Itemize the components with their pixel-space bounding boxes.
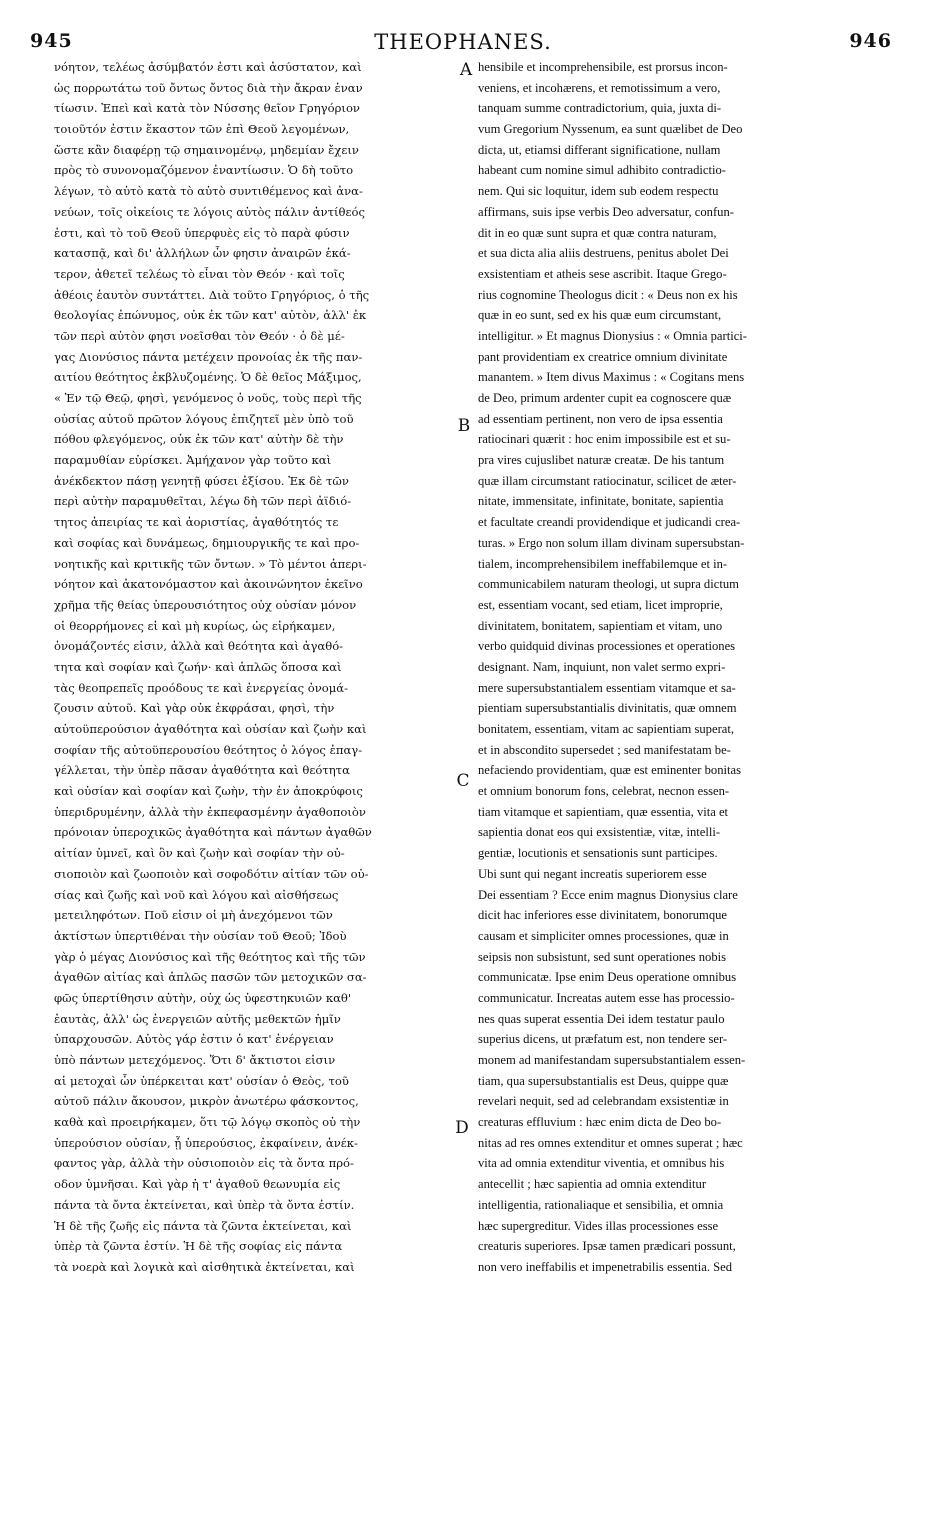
text-line: nefaciendo providentiam, quæ est eminenter bonitas bbox=[478, 763, 741, 778]
text-line: pientiam supersubstantialis divinitatis, quæ omnem bbox=[478, 701, 737, 716]
text-line: dicta, ut, etiamsi differant significatione, nullam bbox=[478, 142, 721, 157]
text-line: αἰτίαν ὑμνεῖ, καὶ ὂν καὶ ζωὴν καὶ σοφίαν τὴν οὐ- bbox=[54, 846, 345, 861]
text-line: tiam vitamque et sapientiam, quæ essentia, vita et bbox=[478, 804, 729, 819]
latin-text-column bbox=[478, 60, 878, 1281]
section-marker-a: A bbox=[459, 60, 473, 80]
text-line: revelari nequit, sed ad celebrandam exsistentiæ in bbox=[478, 1094, 729, 1109]
text-line: dicit hac inferiores esse divinitatem, bonorumque bbox=[478, 908, 728, 923]
text-line: οὐσίας αὐτοῦ πρῶτον λόγους ἐπιζητεῖ μὲν ὑπὸ τοῦ bbox=[54, 411, 354, 426]
text-line: καθὰ καὶ προειρήκαμεν, ὅτι τῷ λόγῳ σκοπὸς οὐ τὴν bbox=[54, 1115, 361, 1130]
text-line: causam et simpliciter omnes processiones, quæ in bbox=[478, 928, 729, 943]
text-line: καὶ σοφίας καὶ δυνάμεως, δημιουργικῆς τε καὶ προ- bbox=[54, 535, 360, 550]
text-line: pant providentiam ex creatrice omnium divinitate bbox=[478, 349, 728, 364]
text-line: ὥστε κἂν διαφέρῃ τῷ σημαινομένῳ, μηδεμίαν ἔχειν bbox=[54, 142, 359, 157]
greek-text-column bbox=[54, 60, 454, 1281]
text-line: νόητον, τελέως ἀσύμβατόν ἐστι καὶ ἀσύστατον, καὶ bbox=[54, 60, 362, 74]
text-line: ἀκτίστων ὑπερτιθέναι τὴν οὐσίαν τοῦ Θεοῦ; Ἰδοὺ bbox=[54, 928, 347, 943]
text-line: αἱ μετοχαὶ ὧν ὑπέρκειται κατ' οὐσίαν ὁ Θεὸς, τοῦ bbox=[54, 1073, 349, 1088]
text-line: οδον ὑμνῆσαι. Καὶ γὰρ ἡ τ' ἀγαθοῦ θεωνυμία εἰς bbox=[54, 1177, 341, 1192]
text-line: ὡς πορρωτάτω τοῦ ὄντως ὄντος διὰ τὴν ἄκραν ἐναν bbox=[54, 80, 363, 95]
text-line: communicabilem naturam theologi, ut supra dictum bbox=[478, 577, 739, 592]
text-line: manantem. » Item divus Maximus : « Cogitans mens bbox=[478, 370, 745, 385]
text-line: seipsis non subsistunt, sed sunt operationes nobis bbox=[478, 949, 727, 964]
text-line: nem. Qui sic loquitur, idem sub eodem respectu bbox=[478, 184, 719, 199]
text-line: ad essentiam pertinent, non vero de ipsa essentia bbox=[478, 411, 723, 426]
text-line: τητα καὶ σοφίαν καὶ ζωήν· καὶ ἁπλῶς ὅποσα καὶ bbox=[54, 659, 342, 674]
text-line: tiam, qua supersubstantialis est Deus, quippe quæ bbox=[478, 1073, 729, 1088]
text-line: bonitatem, essentiam, vitam ac sapientiam superat, bbox=[478, 722, 734, 736]
text-line: turas. » Ergo non solum illam divinam supersubstan- bbox=[478, 535, 745, 550]
text-line: τὰ νοερὰ καὶ λογικὰ καὶ αἰσθητικὰ ἐκτείνεται, καὶ bbox=[54, 1259, 355, 1274]
text-line: φαντος γὰρ, ἀλλὰ τὴν οὐσιοποιὸν εἰς τὰ ὄντα πρό- bbox=[54, 1156, 354, 1171]
text-line: ὑπὸ πάντων μετεχόμενος. Ὅτι δ' ἄκτιστοι εἰσιν bbox=[54, 1053, 336, 1067]
text-line: antecellit ; hæc sapientia ad omnia extenditur bbox=[478, 1177, 707, 1192]
text-line: de Deo, primum ardenter cupit ea cognoscere quæ bbox=[478, 391, 732, 405]
text-line: communicatæ. Ipse enim Deus operatione omnibus bbox=[478, 970, 737, 985]
text-line: ἀθέοις ἑαυτὸν συντάττει. Διὰ τοῦτο Γρηγόριος, ὁ τῆς bbox=[54, 287, 370, 302]
page-header bbox=[0, 30, 926, 58]
text-line: designant. Nam, inquiunt, non valet sermo expri- bbox=[478, 659, 726, 674]
text-line: νόητον καὶ ἀκατονόμαστον καὶ ἀκοινώνητον ἐκεῖνο bbox=[54, 577, 363, 592]
text-line: sapientia donat eos qui exsistentiæ, vitæ, intelli- bbox=[478, 825, 721, 840]
text-line: τερον, ἀθετεῖ τελέως τὸ εἶναι τὸν Θεόν · καὶ τοῖς bbox=[54, 266, 345, 281]
text-line: superius dicens, ut præfatum est, non tendere ser- bbox=[478, 1032, 728, 1047]
text-line: γέλλεται, τὴν ὑπὲρ πᾶσαν ἀγαθότητα καὶ θεότητα bbox=[54, 763, 350, 778]
text-line: τῶν περὶ αὐτὸν φησι νοεῖσθαι τὸν Θεόν · ὁ δὲ μέ- bbox=[54, 328, 345, 343]
text-line: non vero ineffabilis et impenetrabilis essentia. Sed bbox=[478, 1259, 733, 1274]
text-line: dit in eo quæ sunt supra et quæ contra naturam, bbox=[478, 225, 717, 240]
text-line: νοητικῆς καὶ κριτικῆς τῶν ὄντων. » Τὸ μέντοι ἀπερι- bbox=[54, 556, 367, 571]
text-line: creaturis superiores. Ipsæ tamen prædicari possunt, bbox=[478, 1239, 736, 1254]
text-line: οἱ θεορρήμονες εἰ καὶ μὴ κυρίως, ὡς εἰρήκαμεν, bbox=[54, 618, 336, 633]
text-line: et facultate creandi providendique et judicandi crea- bbox=[478, 515, 741, 530]
text-line: est, essentiam vocant, sed etiam, licet improprie, bbox=[478, 597, 723, 612]
text-line: divinitatem, bonitatem, sapientiam et vitam, uno bbox=[478, 618, 723, 633]
text-line: περὶ αὐτὴν παραμυθεῖται, λέγω δὴ τῶν περὶ ἀϊδιό- bbox=[54, 494, 352, 509]
text-line: καὶ οὐσίαν καὶ σοφίαν καὶ ζωὴν, τὴν ἐν ἀποκρύφοις bbox=[54, 784, 363, 799]
text-line: πάντα τὰ ὄντα ἐκτείνεται, καὶ ὑπὲρ τὰ ὄντα ἐστίν. bbox=[54, 1197, 355, 1212]
text-line: κατασπᾷ, καὶ δι' ἀλλήλων ὧν φησιν ἀναιρῶν ἑκά- bbox=[54, 246, 351, 261]
text-line: ὀνομάζοντές εἰσιν, ἀλλὰ καὶ θεότητα καὶ ἀγαθό- bbox=[54, 639, 344, 654]
text-line: verbo quidquid divinas processiones et operationes bbox=[478, 639, 736, 654]
text-line: intelligitur. » Et magnus Dionysius : « Omnia partici- bbox=[478, 328, 747, 343]
text-line: σοφίαν τῆς αὐτοϋπερουσίου θεότητος ὁ λόγος ἐπαγ- bbox=[54, 742, 363, 757]
text-line: veniens, et incohærens, et remotissimum a vero, bbox=[478, 80, 721, 95]
text-line: pra vires cujuslibet naturæ creatæ. De his tantum bbox=[478, 453, 725, 468]
text-line: παραμυθίαν εὑρίσκει. Ἀμήχανον γὰρ τοῦτο καὶ bbox=[54, 453, 332, 468]
text-line: τίωσιν. Ἐπεὶ καὶ κατὰ τὸν Νύσσης θεῖον Γρηγόριον bbox=[54, 101, 360, 116]
text-line: ὑπαρχουσῶν. Αὐτὸς γάρ ἐστιν ὁ κατ' ἐνέργειαν bbox=[54, 1032, 334, 1047]
text-line: φῶς ὑπερτίθησιν αὐτὴν, οὐχ ὡς ὑφεστηκυιῶν καθ' bbox=[54, 990, 352, 1005]
text-line: γὰρ ὁ μέγας Διονύσιος καὶ τῆς θεότητος καὶ τῆς τῶν bbox=[54, 949, 366, 964]
text-line: communicatur. Increatas autem esse has processio- bbox=[478, 990, 735, 1005]
text-line: πόθου φλεγόμενος, οὐκ ἐκ τῶν κατ' αὐτὴν δὲ τὴν bbox=[54, 432, 344, 447]
text-line: αὐτοῦ πάλιν ἄκουσον, μικρὸν ἀνωτέρω φάσκοντος, bbox=[54, 1094, 359, 1109]
text-line: vum Gregorium Nyssenum, ea sunt quælibet de Deo bbox=[478, 122, 743, 137]
page-number-left: 945 bbox=[30, 30, 73, 52]
text-line: γας Διονύσιος πάντα μετέχειν προνοίας ἐκ τῆς παν- bbox=[54, 349, 363, 364]
text-line: tialem, incomprehensibilem ineffabilemque et in- bbox=[478, 556, 728, 571]
text-line: τητος ἀπειρίας τε καὶ ἀοριστίας, ἀγαθότητός τε bbox=[54, 515, 339, 530]
text-line: πρὸς τὸ συνονομαζόμενον ἐναντίωσιν. Ὁ δὴ τοῦτο bbox=[54, 163, 354, 178]
text-line: creaturas effluvium : hæc enim dicta de Deo bo- bbox=[478, 1115, 722, 1130]
page-number-right: 946 bbox=[849, 30, 892, 52]
text-line: Ubi sunt qui negant increatis superiorem esse bbox=[478, 866, 707, 881]
text-line: hensibile et incomprehensibile, est prorsus incon- bbox=[478, 60, 728, 74]
text-line: ἑαυτὰς, ἀλλ' ὡς ἐνεργειῶν αὐτῆς μεθεκτῶν ἡμῖν bbox=[54, 1011, 341, 1026]
text-line: mere supersubstantialem essentiam vitamque et sa- bbox=[478, 680, 736, 695]
text-line: tanquam summe contradictorium, quia, juxta di- bbox=[478, 101, 722, 116]
text-line: Ἡ δὲ τῆς ζωῆς εἰς πάντα τὰ ζῶντα ἐκτείνεται, καὶ bbox=[54, 1218, 352, 1233]
text-line: χρῆμα τῆς θείας ὑπερουσιότητος οὐχ οὐσίαν μόνον bbox=[54, 597, 357, 612]
section-marker-c: C bbox=[456, 771, 470, 791]
text-line: nes quas superat essentia Dei idem testatur paulo bbox=[478, 1011, 725, 1026]
text-line: ratiocinari quærit : hoc enim impossibile est et su- bbox=[478, 432, 731, 447]
text-line: τὰς θεοπρεπεῖς προόδους τε καὶ ἐνεργείας ὀνομά- bbox=[54, 680, 349, 695]
text-line: ἀγαθῶν αἰτίας καὶ ἁπλῶς πασῶν τῶν μετοχικῶν σα- bbox=[54, 970, 367, 985]
text-line: ἀνέκδεκτον πάσῃ γενητῇ φύσει ἐξίσου. Ἐκ δὲ τῶν bbox=[54, 473, 349, 488]
running-title: THEOPHANES. bbox=[374, 30, 552, 54]
text-line: ὑπερούσιον οὐσίαν, ᾗ ὑπερούσιος, ἐκφαίνειν, ἀνέκ- bbox=[54, 1135, 358, 1150]
text-line: μετειληφότων. Ποῦ εἰσιν οἱ μὴ ἀνεχόμενοι τῶν bbox=[54, 908, 333, 923]
text-line: nitas ad res omnes extenditur et omnes superat ; hæc bbox=[478, 1135, 743, 1150]
text-line: σιοποιὸν καὶ ζωοποιὸν καὶ σοφοδότιν αἰτίαν τῶν οὐ- bbox=[54, 866, 369, 881]
text-line: gentiæ, locutionis et sensationis sunt participes. bbox=[478, 846, 718, 861]
text-line: et omnium bonorum fons, celebrat, necnon essen- bbox=[478, 784, 730, 799]
text-line: nitate, immensitate, infinitate, bonitate, sapientia bbox=[478, 494, 724, 509]
text-line: πρόνοιαν ὑπεροχικῶς ἀγαθότητα καὶ πάντων ἀγαθῶν bbox=[54, 825, 372, 840]
section-marker-b: B bbox=[457, 416, 471, 436]
text-line: affirmans, suis ipse verbis Deo adversatur, confun- bbox=[478, 204, 734, 219]
text-line: ὑπεριδρυμένην, ἀλλὰ τὴν ἐκπεφασμένην ἀγαθοποιὸν bbox=[54, 804, 366, 819]
text-line: αιτίου θεότητος ἐκβλυζομένης. Ὁ δὲ θεῖος Μάξιμος, bbox=[54, 370, 362, 385]
text-line: « Ἐν τῷ Θεῷ, φησὶ, γενόμενος ὁ νοῦς, τοὺς περὶ τῆς bbox=[54, 391, 362, 405]
text-line: ζουσιν αὐτοῦ. Καὶ γὰρ οὐκ ἐκφράσαι, φησὶ, τὴν bbox=[54, 701, 335, 716]
text-line: quæ in eo sunt, sed ex his quæ eum circumstant, bbox=[478, 308, 722, 323]
text-line: rius cognomine Theologus dicit : « Deus non ex his bbox=[478, 287, 738, 302]
text-line: exsistentiam et atheis sese ascribit. Itaque Grego- bbox=[478, 266, 727, 281]
text-line: ἐστι, καὶ τὸ τοῦ Θεοῦ ὑπερφυὲς εἰς τὸ παρὰ φύσιν bbox=[54, 225, 350, 240]
text-line: intelligentia, rationaliaque et sensibilia, et omnia bbox=[478, 1197, 724, 1212]
section-marker-d: D bbox=[455, 1118, 469, 1138]
text-line: quæ illam circumstant ratiocinatur, scilicet de æter- bbox=[478, 473, 737, 488]
text-line: σίας καὶ ζωῆς καὶ νοῦ καὶ λόγου καὶ αἰσθήσεως bbox=[54, 887, 339, 902]
text-line: ὑπὲρ τὰ ζῶντα ἐστίν. Ἡ δὲ τῆς σοφίας εἰς πάντα bbox=[54, 1239, 343, 1254]
text-line: vita ad omnia extenditur viventia, et omnibus his bbox=[478, 1156, 725, 1171]
text-line: Dei essentiam ? Ecce enim magnus Dionysius clare bbox=[478, 887, 738, 902]
text-line: et sua dicta alia aliis destruens, penitus abolet Dei bbox=[478, 246, 729, 261]
text-line: θεολογίας ἐπώνυμος, οὐκ ἐκ τῶν κατ' αὐτὸν, ἀλλ' ἐκ bbox=[54, 308, 367, 323]
text-line: νεύων, τοῖς οἰκείοις τε λόγοις αὐτὸς πάλιν ἀντίθεός bbox=[54, 204, 366, 219]
text-line: et in abscondito supersedet ; sed manifestatam be- bbox=[478, 742, 731, 757]
text-line: λέγων, τὸ αὐτὸ κατὰ τὸ αὐτὸ συντιθέμενος καὶ ἀνα- bbox=[54, 184, 363, 199]
text-line: hæc supergreditur. Vides illas processiones esse bbox=[478, 1218, 719, 1233]
text-line: habeant cum nomine simul adhibito contradictio- bbox=[478, 163, 726, 178]
text-line: αὐτοϋπερούσιον ἀγαθότητα καὶ οὐσίαν καὶ ζωὴν καὶ bbox=[54, 722, 367, 736]
text-line: monem ad manifestandam supersubstantialem essen- bbox=[478, 1053, 746, 1067]
text-line: τοιοῦτόν ἐστιν ἕκαστον τῶν ἐπὶ Θεοῦ λεγομένων, bbox=[54, 122, 350, 137]
